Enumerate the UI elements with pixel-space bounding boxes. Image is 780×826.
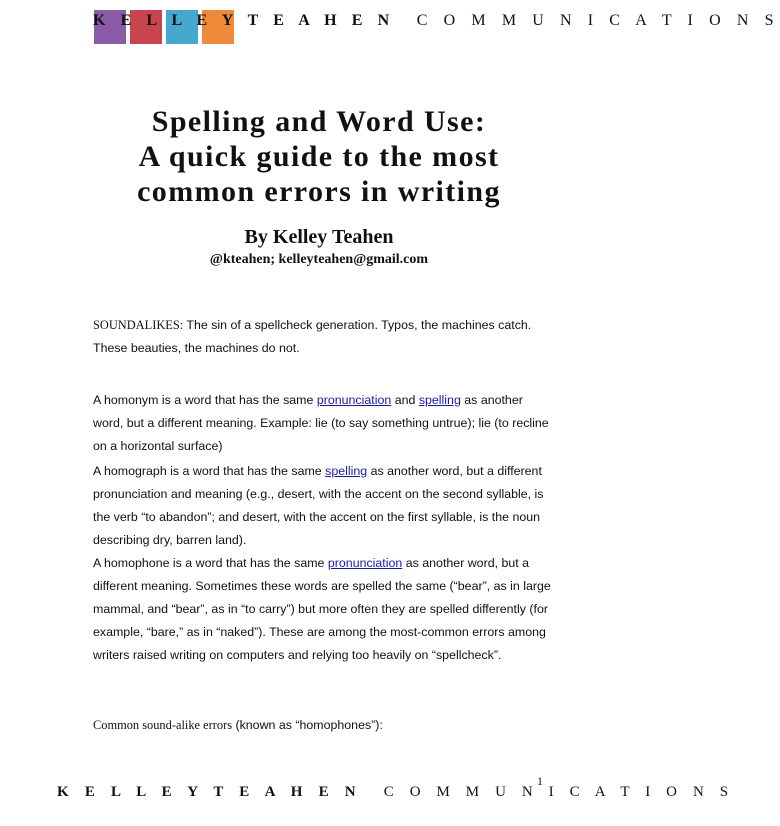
document-title bbox=[0, 104, 638, 209]
header-brand bbox=[93, 12, 780, 30]
spelling-link[interactable]: spelling bbox=[418, 393, 461, 407]
header-brand-tagline: C O M M U N I C A T I O N S bbox=[416, 12, 780, 29]
homonym-text-2: and bbox=[391, 393, 419, 407]
author-byline: By Kelley Teahen bbox=[244, 226, 394, 248]
common-errors-lead: Common sound-alike errors bbox=[93, 718, 233, 732]
pronunciation-link[interactable]: pronunciation bbox=[316, 393, 392, 407]
homograph-paragraph bbox=[93, 460, 553, 552]
homonym-paragraph bbox=[93, 389, 553, 458]
homophone-text-1: A homophone is a word that has the same bbox=[93, 556, 328, 570]
header-brand-name: K E L L E Y T E A H E N bbox=[93, 12, 395, 29]
title-line-1: Spelling and Word Use: bbox=[151, 105, 487, 138]
soundalikes-lead: SOUNDALIKES: bbox=[93, 318, 184, 332]
homophone-paragraph bbox=[93, 552, 553, 667]
author-contact: @kteahen; kelleyteahen@gmail.com bbox=[209, 252, 429, 267]
title-line-2: A quick guide to the most bbox=[138, 140, 500, 173]
homophone-pronunciation-link[interactable]: pronunciation bbox=[327, 556, 403, 570]
homonym-text-3: as another word, but a different meaning. Example: lie (to say something untrue); lie (to recline on a horizontal surface) bbox=[93, 393, 549, 453]
soundalikes-text: The sin of a spellcheck generation. Typos, the machines catch. These beauties, the machines do not. bbox=[93, 318, 532, 355]
footer-brand bbox=[57, 784, 734, 801]
homophone-text-2: as another word, but a different meaning. Sometimes these words are spelled the same (“bear”, as in large mammal, and “bear”, as in “to carry”) but more often they are spelled differently (for example, “bare,” as in “naked”). These are among the most-common errors among writers raised writing on computers and relying too heavily on “spellcheck”. bbox=[93, 556, 551, 662]
homonym-text-1: A homonym is a word that has the same bbox=[93, 393, 317, 407]
homograph-text-2: as another word, but a different pronunciation and meaning (e.g., desert, with the accent on the second syllable, is the verb “to abandon”; and desert, with the accent on the first syllable, is the noun describing dry, barren land). bbox=[93, 464, 544, 547]
homograph-spelling-link[interactable]: spelling bbox=[325, 464, 368, 478]
common-errors-heading bbox=[93, 714, 553, 737]
homograph-text-1: A homograph is a word that has the same bbox=[93, 464, 326, 478]
footer-brand-name: K E L L E Y T E A H E N bbox=[57, 784, 362, 800]
page-number: 1 bbox=[537, 774, 543, 788]
common-errors-text: (known as “homophones”): bbox=[232, 718, 383, 732]
title-line-3: common errors in writing bbox=[137, 175, 501, 208]
footer-brand-tagline: C O M M U N I C A T I O N S bbox=[383, 784, 735, 800]
soundalikes-paragraph bbox=[93, 314, 553, 360]
